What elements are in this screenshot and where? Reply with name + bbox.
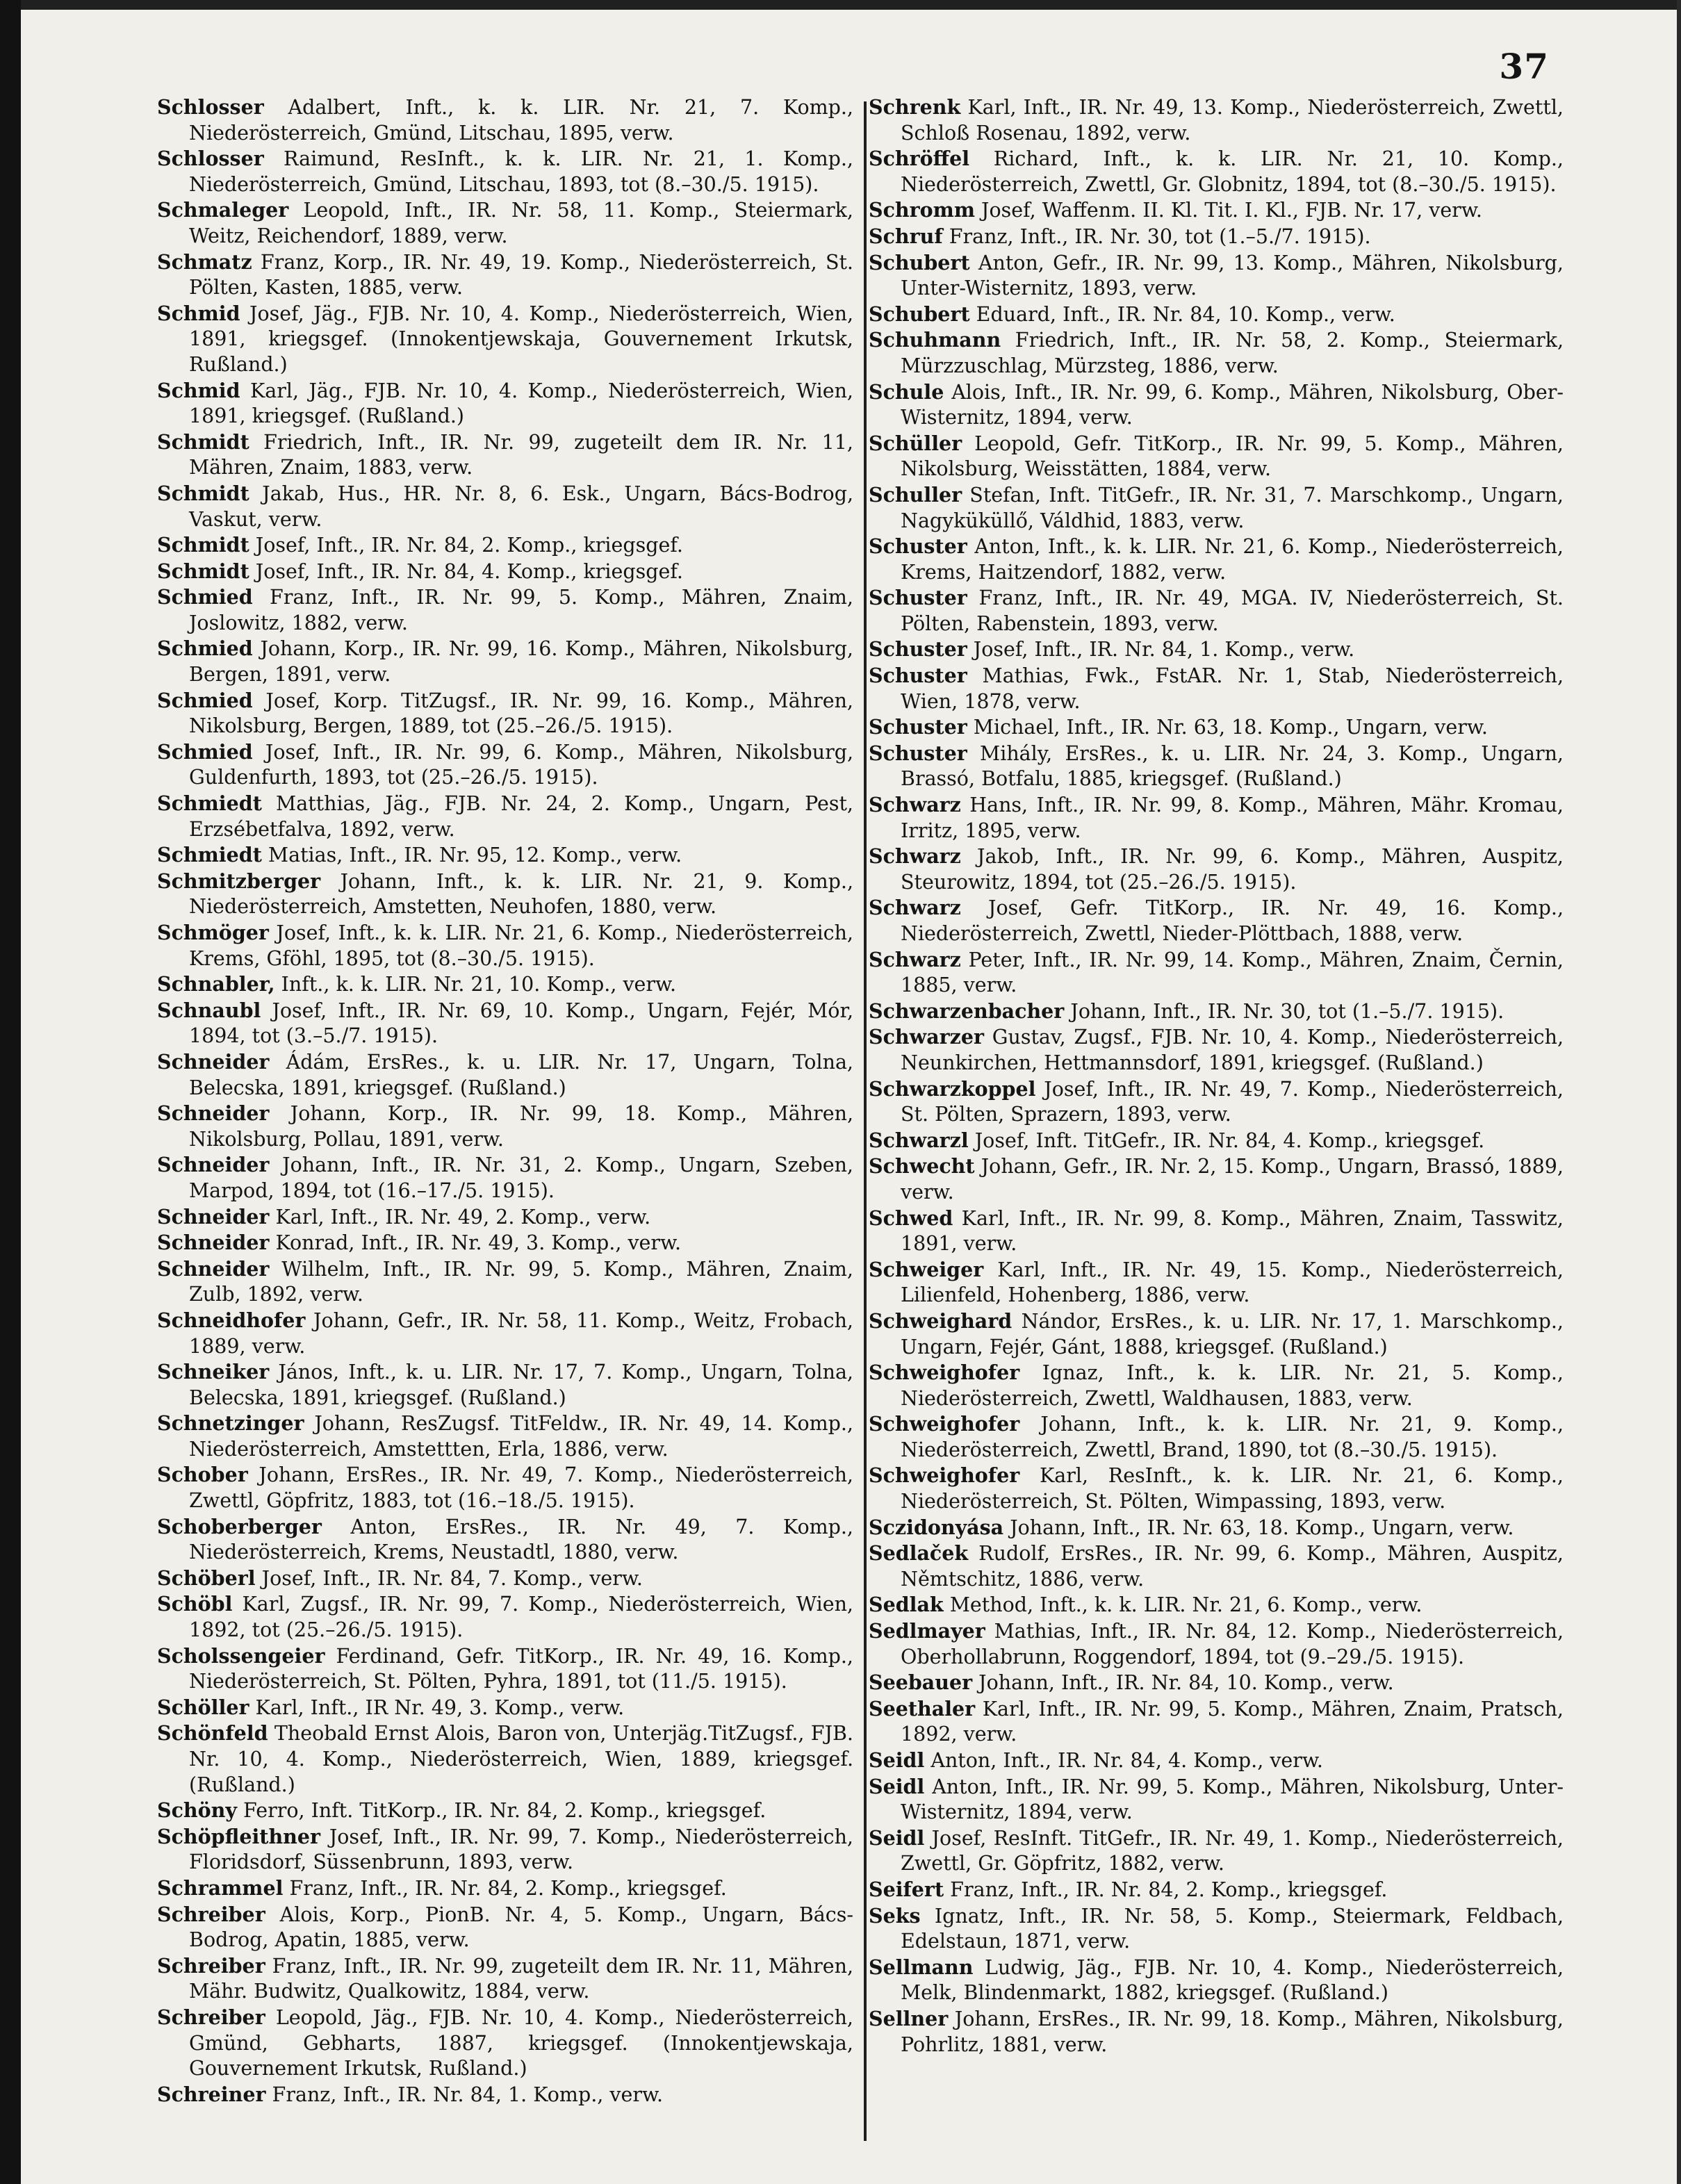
entry-surname: Schuhmann bbox=[869, 328, 1001, 352]
entry-surname: Schmid bbox=[157, 378, 240, 402]
register-entry: Schreiber Leopold, Jäg., FJB. Nr. 10, 4. Komp., Niederösterreich, Gmünd, Gebharts, 1887, kriegsgef. (Innokentjewskaja, Gouvernement Irkutsk, Rußland.) bbox=[157, 2005, 853, 2080]
entry-surname: Sellmann bbox=[869, 1955, 974, 1979]
entry-surname: Schweiger bbox=[869, 1257, 984, 1281]
entry-surname: Schweighofer bbox=[869, 1412, 1020, 1436]
register-entry: Seebauer Johann, Inft., IR. Nr. 84, 10. Komp., verw. bbox=[869, 1670, 1394, 1695]
register-entry: Schreiner Franz, Inft., IR. Nr. 84, 1. Komp., verw. bbox=[157, 2082, 664, 2106]
register-entry: Schweighard Nándor, ErsRes., k. u. LIR. Nr. 17, 1. Marschkomp., Ungarn, Fejér, Gánt, 1888, kriegsgef. (Rußland.) bbox=[869, 1308, 1564, 1358]
entry-surname: Schmatz bbox=[157, 249, 252, 274]
entry-surname: Schuster bbox=[869, 741, 967, 765]
entry-surname: Seidl bbox=[869, 1748, 925, 1772]
entry-surname: Schreiner bbox=[157, 2082, 266, 2106]
entry-surname: Seidl bbox=[869, 1774, 925, 1798]
register-entry: Schuster Franz, Inft., IR. Nr. 49, MGA. IV, Niederösterreich, St. Pölten, Rabenstein, 1893, verw. bbox=[869, 586, 1564, 635]
register-entry: Schmöger Josef, Inft., k. k. LIR. Nr. 21, 6. Komp., Niederösterreich, Krems, Gföhl, 1895, tot (8.–30./5. 1915). bbox=[157, 921, 853, 970]
entry-surname: Schreiber bbox=[157, 2005, 265, 2029]
entry-surname: Schneiker bbox=[157, 1360, 270, 1384]
entry-surname: Schöller bbox=[157, 1695, 249, 1719]
register-entry: Schmidt Josef, Inft., IR. Nr. 84, 2. Komp., kriegsgef. bbox=[157, 533, 683, 557]
register-entry: Schnabler, Inft., k. k. LIR. Nr. 21, 10. Komp., verw. bbox=[157, 972, 677, 996]
entry-surname: Schreiber bbox=[157, 1902, 265, 1926]
register-entry: Schuster Mathias, Fwk., FstAR. Nr. 1, Stab, Niederösterreich, Wien, 1878, verw. bbox=[869, 664, 1564, 713]
entry-surname: Seidl bbox=[869, 1825, 925, 1850]
register-entry: Schmied Josef, Inft., IR. Nr. 99, 6. Komp., Mähren, Nikolsburg, Guldenfurth, 1893, tot (25.–26./5. 1915). bbox=[157, 739, 853, 789]
register-entry: Schöberl Josef, Inft., IR. Nr. 84, 7. Komp., verw. bbox=[157, 1566, 643, 1590]
entry-surname: Schmidt bbox=[157, 559, 249, 583]
entry-surname: Sedlaček bbox=[869, 1541, 969, 1566]
register-entry: Schmiedt Matthias, Jäg., FJB. Nr. 24, 2. Komp., Ungarn, Pest, Erzsébetfalva, 1892, verw. bbox=[157, 791, 853, 841]
entry-surname: Scholssengeier bbox=[157, 1643, 325, 1668]
register-entry: Sczidonyása Johann, Inft., IR. Nr. 63, 18. Komp., Ungarn, verw. bbox=[869, 1515, 1514, 1539]
entry-surname: Schneider bbox=[157, 1153, 270, 1177]
register-entry: Schweiger Karl, Inft., IR. Nr. 49, 15. Komp., Niederösterreich, Lilienfeld, Hohenberg, 1886, verw. bbox=[869, 1257, 1564, 1307]
entry-surname: Seethaler bbox=[869, 1696, 976, 1721]
entry-surname: Schlosser bbox=[157, 95, 264, 119]
entry-surname: Seebauer bbox=[869, 1670, 973, 1695]
register-entry: Schmidt Josef, Inft., IR. Nr. 84, 4. Komp., kriegsgef. bbox=[157, 559, 683, 583]
register-entry: Schuster Josef, Inft., IR. Nr. 84, 1. Komp., verw. bbox=[869, 637, 1355, 662]
entry-surname: Seks bbox=[869, 1903, 921, 1928]
register-entry: Schneider Karl, Inft., IR. Nr. 49, 2. Komp., verw. bbox=[157, 1204, 651, 1229]
register-entry: Schwarzenbacher Johann, Inft., IR. Nr. 30, tot (1.–5./7. 1915). bbox=[869, 999, 1504, 1023]
register-entry: Schweighofer Karl, ResInft., k. k. LIR. Nr. 21, 6. Komp., Niederösterreich, St. Pölten, Wimpassing, 1893, verw. bbox=[869, 1463, 1564, 1513]
entry-surname: Sedlak bbox=[869, 1593, 944, 1617]
register-entry: Schneider Wilhelm, Inft., IR. Nr. 99, 5. Komp., Mähren, Znaim, Zulb, 1892, verw. bbox=[157, 1256, 853, 1306]
entry-surname: Schweighard bbox=[869, 1308, 1012, 1333]
register-entry: Schneiker János, Inft., k. u. LIR. Nr. 17, 7. Komp., Ungarn, Tolna, Belecska, 1891, kriegsgef. (Rußland.) bbox=[157, 1360, 853, 1409]
entry-surname: Schönfeld bbox=[157, 1721, 268, 1746]
register-entry: Schule Alois, Inft., IR. Nr. 99, 6. Komp., Mähren, Nikolsburg, Ober-Wisternitz, 1894, verw. bbox=[869, 379, 1564, 429]
entry-surname: Schwarz bbox=[869, 947, 961, 971]
entry-surname: Schwarzenbacher bbox=[869, 999, 1065, 1023]
register-entry: Schwarz Josef, Gefr. TitKorp., IR. Nr. 49, 16. Komp., Niederösterreich, Zwettl, Nieder-Plöttbach, 1888, verw. bbox=[869, 896, 1564, 945]
entry-surname: Schmid bbox=[157, 301, 240, 325]
entry-surname: Schöpfleithner bbox=[157, 1824, 321, 1848]
entry-surname: Schoberberger bbox=[157, 1514, 322, 1538]
register-entry: Schnetzinger Johann, ResZugsf. TitFeldw., IR. Nr. 49, 14. Komp., Niederösterreich, Amstettten, Erla, 1886, verw. bbox=[157, 1411, 853, 1461]
register-entry: Schnaubl Josef, Inft., IR. Nr. 69, 10. Komp., Ungarn, Fejér, Mór, 1894, tot (3.–5./7. 1915). bbox=[157, 998, 853, 1048]
register-entry: Schöny Ferro, Inft. TitKorp., IR. Nr. 84, 2. Komp., kriegsgef. bbox=[157, 1798, 766, 1823]
page-number: 37 bbox=[1499, 46, 1549, 87]
scan-edge-left bbox=[0, 0, 21, 2184]
register-entry: Schmied Josef, Korp. TitZugsf., IR. Nr. 99, 16. Komp., Mähren, Nikolsburg, Bergen, 1889, tot (25.–26./5. 1915). bbox=[157, 688, 853, 738]
entry-surname: Schweighofer bbox=[869, 1463, 1020, 1488]
entry-surname: Schwarzl bbox=[869, 1128, 969, 1152]
register-entry: Schwarz Hans, Inft., IR. Nr. 99, 8. Komp., Mähren, Mähr. Kromau, Irritz, 1895, verw. bbox=[869, 793, 1564, 842]
register-entry: Schöpfleithner Josef, Inft., IR. Nr. 99, 7. Komp., Niederösterreich, Floridsdorf, Süssenbrunn, 1893, verw. bbox=[157, 1824, 853, 1874]
register-entry: Sellmann Ludwig, Jäg., FJB. Nr. 10, 4. Komp., Niederösterreich, Melk, Blindenmarkt, 1882, kriegsgef. (Rußland.) bbox=[869, 1955, 1564, 2005]
left-column bbox=[157, 95, 853, 2108]
entry-surname: Schmiedt bbox=[157, 791, 262, 816]
entry-surname: Schneider bbox=[157, 1231, 270, 1255]
entry-surname: Schubert bbox=[869, 302, 970, 326]
register-entry: Schmaleger Leopold, Inft., IR. Nr. 58, 11. Komp., Steiermark, Weitz, Reichendorf, 1889, verw. bbox=[157, 198, 853, 247]
entry-surname: Schneider bbox=[157, 1049, 270, 1074]
entry-surname: Schmied bbox=[157, 637, 253, 661]
entry-surname: Schwarz bbox=[869, 896, 961, 920]
register-entry: Schuhmann Friedrich, Inft., IR. Nr. 58, 2. Komp., Steiermark, Mürzzuschlag, Mürzsteg, 1886, verw. bbox=[869, 328, 1564, 377]
register-entry: Sedlaček Rudolf, ErsRes., IR. Nr. 99, 6. Komp., Mähren, Auspitz, Němtschitz, 1886, verw. bbox=[869, 1541, 1564, 1591]
register-entry: Schmiedt Matias, Inft., IR. Nr. 95, 12. Komp., verw. bbox=[157, 843, 682, 867]
entry-surname: Schuller bbox=[869, 482, 962, 507]
register-entry: Schwarz Peter, Inft., IR. Nr. 99, 14. Komp., Mähren, Znaim, Černin, 1885, verw. bbox=[869, 947, 1564, 997]
entry-surname: Schubert bbox=[869, 250, 970, 274]
register-entry: Schwecht Johann, Gefr., IR. Nr. 2, 15. Komp., Ungarn, Brassó, 1889, verw. bbox=[869, 1154, 1564, 1204]
right-column bbox=[869, 95, 1564, 2058]
entry-surname: Schmied bbox=[157, 739, 253, 764]
entry-surname: Schrammel bbox=[157, 1875, 284, 1900]
register-entry: Schneider Johann, Korp., IR. Nr. 99, 18. Komp., Mähren, Nikolsburg, Pollau, 1891, verw. bbox=[157, 1101, 853, 1151]
entry-surname: Schmied bbox=[157, 688, 253, 712]
register-entry: Seidl Josef, ResInft. TitGefr., IR. Nr. 49, 1. Komp., Niederösterreich, Zwettl, Gr. Göpfritz, 1882, verw. bbox=[869, 1825, 1564, 1875]
entry-surname: Schuster bbox=[869, 534, 967, 559]
register-entry: Schröffel Richard, Inft., k. k. LIR. Nr. 21, 10. Komp., Niederösterreich, Zwettl, Gr. Globnitz, 1894, tot (8.–30./5. 1915). bbox=[869, 147, 1564, 196]
entry-surname: Schrenk bbox=[869, 95, 961, 119]
entry-surname: Schromm bbox=[869, 198, 975, 222]
register-entry: Schwarzl Josef, Inft. TitGefr., IR. Nr. 84, 4. Komp., kriegsgef. bbox=[869, 1128, 1485, 1152]
register-entry: Schubert Anton, Gefr., IR. Nr. 99, 13. Komp., Mähren, Nikolsburg, Unter-Wisternitz, 1893, verw. bbox=[869, 250, 1564, 300]
entry-surname: Schlosser bbox=[157, 147, 264, 171]
entry-surname: Schnabler, bbox=[157, 972, 275, 996]
entry-surname: Schreiber bbox=[157, 1953, 265, 1978]
register-entry: Schubert Eduard, Inft., IR. Nr. 84, 10. Komp., verw. bbox=[869, 302, 1395, 326]
entry-surname: Schmitzberger bbox=[157, 869, 321, 893]
register-entry: Schmid Karl, Jäg., FJB. Nr. 10, 4. Komp., Niederösterreich, Wien, 1891, kriegsgef. (Rußland.) bbox=[157, 378, 853, 428]
register-entry: Schwed Karl, Inft., IR. Nr. 99, 8. Komp., Mähren, Znaim, Tasswitz, 1891, verw. bbox=[869, 1206, 1564, 1256]
scan-edge-right bbox=[1677, 0, 1681, 2184]
register-entry: Schneider Ádám, ErsRes., k. u. LIR. Nr. 17, Ungarn, Tolna, Belecska, 1891, kriegsgef. (Rußland.) bbox=[157, 1049, 853, 1099]
register-entry: Schweighofer Ignaz, Inft., k. k. LIR. Nr. 21, 5. Komp., Niederösterreich, Zwettl, Waldhausen, 1883, verw. bbox=[869, 1361, 1564, 1410]
entry-surname: Schwecht bbox=[869, 1154, 975, 1179]
entry-surname: Schuster bbox=[869, 715, 967, 739]
entry-surname: Schnetzinger bbox=[157, 1411, 304, 1436]
entry-surname: Schmidt bbox=[157, 481, 249, 505]
entry-surname: Schwarzkoppel bbox=[869, 1076, 1036, 1101]
register-entry: Schreiber Franz, Inft., IR. Nr. 99, zugeteilt dem IR. Nr. 11, Mähren, Mähr. Budwitz, Qualkowitz, 1884, verw. bbox=[157, 1953, 853, 2003]
register-entry: Schneider Konrad, Inft., IR. Nr. 49, 3. Komp., verw. bbox=[157, 1231, 682, 1255]
register-entry: Schmidt Jakab, Hus., HR. Nr. 8, 6. Esk., Ungarn, Bács-Bodrog, Vaskut, verw. bbox=[157, 481, 853, 531]
entry-surname: Sczidonyása bbox=[869, 1515, 1004, 1539]
scan-edge-top bbox=[0, 0, 1681, 10]
register-entry: Sellner Johann, ErsRes., IR. Nr. 99, 18. Komp., Mähren, Nikolsburg, Pohrlitz, 1881, verw. bbox=[869, 2006, 1564, 2056]
register-entry: Scholssengeier Ferdinand, Gefr. TitKorp., IR. Nr. 49, 16. Komp., Niederösterreich, St. Pölten, Pyhra, 1891, tot (11./5. 1915). bbox=[157, 1643, 853, 1693]
entry-surname: Schröffel bbox=[869, 147, 970, 171]
register-entry: Sedlmayer Mathias, Inft., IR. Nr. 84, 12. Komp., Niederösterreich, Oberhollabrunn, Roggendorf, 1894, tot (9.–29./5. 1915). bbox=[869, 1619, 1564, 1668]
register-entry: Schlosser Adalbert, Inft., k. k. LIR. Nr. 21, 7. Komp., Niederösterreich, Gmünd, Litschau, 1895, verw. bbox=[157, 95, 853, 145]
entry-surname: Schwed bbox=[869, 1206, 953, 1230]
entry-surname: Schnaubl bbox=[157, 998, 261, 1022]
register-entry: Schuller Stefan, Inft. TitGefr., IR. Nr. 31, 7. Marschkomp., Ungarn, Nagyküküllő, Váldhid, 1883, verw. bbox=[869, 482, 1564, 532]
entry-surname: Seifert bbox=[869, 1877, 944, 1901]
entry-surname: Schuster bbox=[869, 586, 967, 610]
register-entry: Schwarzer Gustav, Zugsf., FJB. Nr. 10, 4. Komp., Niederösterreich, Neunkirchen, Hettmannsdorf, 1891, kriegsgef. (Rußland.) bbox=[869, 1025, 1564, 1074]
entry-surname: Schmied bbox=[157, 585, 253, 609]
entry-surname: Schöberl bbox=[157, 1566, 256, 1590]
register-entry: Schmatz Franz, Korp., IR. Nr. 49, 19. Komp., Niederösterreich, St. Pölten, Kasten, 1885, verw. bbox=[157, 249, 853, 299]
entry-surname: Schmiedt bbox=[157, 843, 262, 867]
entry-surname: Schneider bbox=[157, 1101, 270, 1126]
register-entry: Schneidhofer Johann, Gefr., IR. Nr. 58, 11. Komp., Weitz, Frobach, 1889, verw. bbox=[157, 1308, 853, 1358]
entry-surname: Schule bbox=[869, 379, 944, 404]
column-divider bbox=[864, 101, 867, 2141]
entry-surname: Schneider bbox=[157, 1204, 270, 1229]
entry-surname: Schneider bbox=[157, 1256, 270, 1281]
register-entry: Schwarz Jakob, Inft., IR. Nr. 99, 6. Komp., Mähren, Auspitz, Steurowitz, 1894, tot (25.–26./5. 1915). bbox=[869, 844, 1564, 894]
register-entry: Seifert Franz, Inft., IR. Nr. 84, 2. Komp., kriegsgef. bbox=[869, 1877, 1388, 1901]
register-entry: Seidl Anton, Inft., IR. Nr. 99, 5. Komp., Mähren, Nikolsburg, Unter-Wisternitz, 1894, verw. bbox=[869, 1774, 1564, 1824]
register-entry: Schreiber Alois, Korp., PionB. Nr. 4, 5. Komp., Ungarn, Bács-Bodrog, Apatin, 1885, verw. bbox=[157, 1902, 853, 1952]
register-entry: Seethaler Karl, Inft., IR. Nr. 99, 5. Komp., Mähren, Znaim, Pratsch, 1892, verw. bbox=[869, 1696, 1564, 1746]
register-entry: Schneider Johann, Inft., IR. Nr. 31, 2. Komp., Ungarn, Szeben, Marpod, 1894, tot (16.–17./5. 1915). bbox=[157, 1153, 853, 1202]
register-entry: Schmied Franz, Inft., IR. Nr. 99, 5. Komp., Mähren, Znaim, Joslowitz, 1882, verw. bbox=[157, 585, 853, 634]
register-entry: Schüller Leopold, Gefr. TitKorp., IR. Nr. 99, 5. Komp., Mähren, Nikolsburg, Weisstätten, 1884, verw. bbox=[869, 431, 1564, 481]
entry-surname: Schmidt bbox=[157, 533, 249, 557]
entry-surname: Schwarz bbox=[869, 844, 961, 869]
entry-surname: Schuster bbox=[869, 664, 967, 688]
entry-surname: Schwarz bbox=[869, 793, 961, 817]
entry-surname: Schmöger bbox=[157, 921, 269, 944]
register-entry: Schrenk Karl, Inft., IR. Nr. 49, 13. Komp., Niederösterreich, Zwettl, Schloß Rosenau, 1892, verw. bbox=[869, 95, 1564, 145]
register-entry: Schlosser Raimund, ResInft., k. k. LIR. Nr. 21, 1. Komp., Niederösterreich, Gmünd, Litschau, 1893, tot (8.–30./5. 1915). bbox=[157, 147, 853, 196]
register-entry: Sedlak Method, Inft., k. k. LIR. Nr. 21, 6. Komp., verw. bbox=[869, 1593, 1422, 1617]
entry-surname: Schöbl bbox=[157, 1592, 233, 1616]
entry-surname: Schober bbox=[157, 1463, 248, 1487]
register-entry: Schmitzberger Johann, Inft., k. k. LIR. Nr. 21, 9. Komp., Niederösterreich, Amstetten, Neuhofen, 1880, verw. bbox=[157, 869, 853, 919]
entry-surname: Schmaleger bbox=[157, 198, 289, 222]
register-entry: Schöbl Karl, Zugsf., IR. Nr. 99, 7. Komp., Niederösterreich, Wien, 1892, tot (25.–26./5. 1915). bbox=[157, 1592, 853, 1642]
register-entry: Schmidt Friedrich, Inft., IR. Nr. 99, zugeteilt dem IR. Nr. 11, Mähren, Znaim, 1883, verw. bbox=[157, 429, 853, 479]
entry-surname: Schuster bbox=[869, 637, 967, 662]
register-entry: Schrammel Franz, Inft., IR. Nr. 84, 2. Komp., kriegsgef. bbox=[157, 1875, 727, 1900]
register-entry: Schweighofer Johann, Inft., k. k. LIR. Nr. 21, 9. Komp., Niederösterreich, Zwettl, Brand, 1890, tot (8.–30./5. 1915). bbox=[869, 1412, 1564, 1461]
register-entry: Seidl Anton, Inft., IR. Nr. 84, 4. Komp., verw. bbox=[869, 1748, 1323, 1772]
register-entry: Schruf Franz, Inft., IR. Nr. 30, tot (1.–5./7. 1915). bbox=[869, 224, 1371, 248]
register-entry: Seks Ignatz, Inft., IR. Nr. 58, 5. Komp., Steiermark, Feldbach, Edelstaun, 1871, verw. bbox=[869, 1903, 1564, 1953]
register-entry: Schöller Karl, Inft., IR Nr. 49, 3. Komp., verw. bbox=[157, 1695, 625, 1719]
entry-surname: Schmidt bbox=[157, 429, 249, 454]
register-entry: Schober Johann, ErsRes., IR. Nr. 49, 7. Komp., Niederösterreich, Zwettl, Göpfritz, 1883, tot (16.–18./5. 1915). bbox=[157, 1463, 853, 1513]
entry-surname: Schneidhofer bbox=[157, 1308, 306, 1332]
register-entry: Schwarzkoppel Josef, Inft., IR. Nr. 49, 7. Komp., Niederösterreich, St. Pölten, Sprazern, 1893, verw. bbox=[869, 1076, 1564, 1126]
entry-surname: Sedlmayer bbox=[869, 1619, 985, 1643]
entry-surname: Schüller bbox=[869, 431, 962, 455]
register-entry: Schuster Anton, Inft., k. k. LIR. Nr. 21, 6. Komp., Niederösterreich, Krems, Haitzendorf, 1882, verw. bbox=[869, 534, 1564, 584]
register-entry: Schmied Johann, Korp., IR. Nr. 99, 16. Komp., Mähren, Nikolsburg, Bergen, 1891, verw. bbox=[157, 637, 853, 687]
entry-surname: Schöny bbox=[157, 1798, 237, 1823]
entry-surname: Schwarzer bbox=[869, 1025, 985, 1049]
register-entry: Schuster Mihály, ErsRes., k. u. LIR. Nr. 24, 3. Komp., Ungarn, Brassó, Botfalu, 1885, kriegsgef. (Rußland.) bbox=[869, 741, 1564, 791]
register-entry: Schmid Josef, Jäg., FJB. Nr. 10, 4. Komp., Niederösterreich, Wien, 1891, kriegsgef. (Innokentjewskaja, Gouvernement Irkutsk, Rußland.) bbox=[157, 301, 853, 376]
register-entry: Schönfeld Theobald Ernst Alois, Baron von, Unterjäg.TitZugsf., FJB. Nr. 10, 4. Komp., Niederösterreich, Wien, 1889, kriegsgef. (Rußland.) bbox=[157, 1721, 853, 1796]
register-entry: Schuster Michael, Inft., IR. Nr. 63, 18. Komp., Ungarn, verw. bbox=[869, 715, 1488, 739]
entry-surname: Sellner bbox=[869, 2006, 949, 2030]
entry-surname: Schweighofer bbox=[869, 1361, 1020, 1385]
register-entry: Schoberberger Anton, ErsRes., IR. Nr. 49, 7. Komp., Niederösterreich, Krems, Neustadtl, 1880, verw. bbox=[157, 1514, 853, 1564]
entry-surname: Schruf bbox=[869, 224, 943, 248]
register-entry: Schromm Josef, Waffenm. II. Kl. Tit. I. Kl., FJB. Nr. 17, verw. bbox=[869, 198, 1482, 222]
